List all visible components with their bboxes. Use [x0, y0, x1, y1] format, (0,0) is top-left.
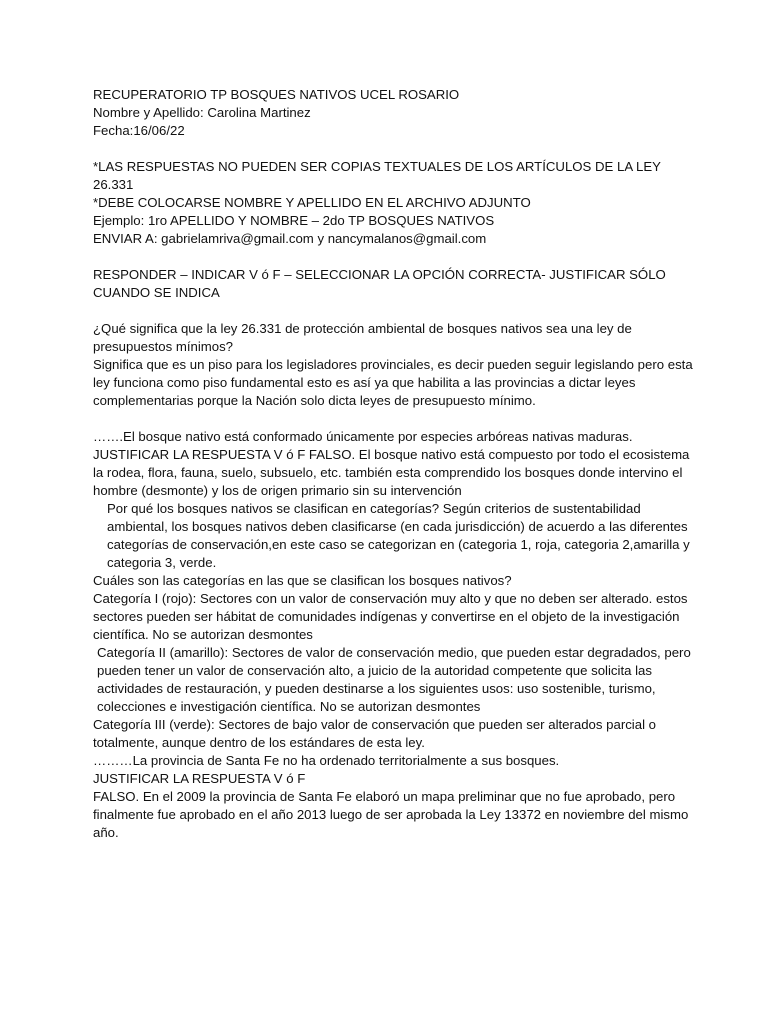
document-title: RECUPERATORIO TP BOSQUES NATIVOS UCEL ROSARIO	[93, 87, 460, 102]
instruction-line-4: ENVIAR A: gabrielamriva@gmail.com y nancymalanos@gmail.com	[93, 231, 487, 246]
category-2-text: Categoría II (amarillo): Sectores de valor de conservación medio, que pueden estar degradados, pero pueden tener un valor de conservación alto, a juicio de la autoridad competente que solicita las actividades de restauración, y pueden destinarse a los siguientes usos: uso sostenible, turismo, colecciones e investigación científica. No se autorizan desmontes	[97, 645, 691, 714]
answer-1: Significa que es un piso para los legisladores provinciales, es decir pueden seguir legislando pero esta ley funciona como piso fundamental esto es así ya que habilita a las provincias a dictar leyes complementarias porque la Nación solo dicta leyes de presupuesto mínimo.	[93, 357, 693, 408]
student-name-line: Nombre y Apellido: Carolina Martinez	[93, 105, 311, 120]
question-4: Cuáles son las categorías en las que se clasifican los bosques nativos?	[93, 573, 512, 588]
question-1: ¿Qué significa que la ley 26.331 de protección ambiental de bosques nativos sea una ley de presupuestos mínimos?	[93, 321, 632, 354]
date-line: Fecha:16/06/22	[93, 123, 185, 138]
question-3-text: Por qué los bosques nativos se clasifican en categorías? Según criterios de sustentabilidad ambiental, los bosques nativos deben clasificarse (en cada jurisdicción) de acuerdo a las diferentes categorías de conservación,en este caso se categorizan en (categoria 1, roja, categoria 2,amarilla y categoria 3, verde.	[107, 501, 690, 570]
directive-text: RESPONDER – INDICAR V ó F – SELECCIONAR LA OPCIÓN CORRECTA- JUSTIFICAR SÓLO CUANDO SE INDICA	[93, 267, 666, 300]
answer-5: FALSO. En el 2009 la provincia de Santa Fe elaboró un mapa preliminar que no fue aprobado, pero finalmente fue aprobado en el año 2013 luego de ser aprobada la Ley 13372 en noviembre del mismo año.	[93, 789, 689, 840]
statement-2: …….El bosque nativo está conformado únicamente por especies arbóreas nativas maduras.	[93, 429, 633, 444]
answer-2: JUSTIFICAR LA RESPUESTA V ó F FALSO. El bosque nativo está compuesto por todo el ecosistema la rodea, flora, fauna, suelo, subsuelo, etc. también esta comprendido los bosques donde intervino el hombre (desmonte) y los de origen primario sin su intervención	[93, 447, 690, 498]
instruction-line-2: *DEBE COLOCARSE NOMBRE Y APELLIDO EN EL ARCHIVO ADJUNTO	[93, 195, 531, 210]
category-1-text: Categoría I (rojo): Sectores con un valor de conservación muy alto y que no deben ser alterado. estos sectores pueden ser hábitat de comunidades indígenas y convertirse en el objeto de la investigación científica. No se autorizan desmontes	[93, 591, 688, 642]
category-3-text: Categoría III (verde): Sectores de bajo valor de conservación que pueden ser alterados parcial o totalmente, aunque dentro de los estándares de esta ley.	[93, 717, 656, 750]
instruction-line-3: Ejemplo: 1ro APELLIDO Y NOMBRE – 2do TP BOSQUES NATIVOS	[93, 213, 495, 228]
instruction-line-1: *LAS RESPUESTAS NO PUEDEN SER COPIAS TEXTUALES DE LOS ARTÍCULOS DE LA LEY 26.331	[93, 159, 661, 192]
document-body	[93, 86, 693, 842]
justify-prompt-5: JUSTIFICAR LA RESPUESTA V ó F	[93, 771, 306, 786]
statement-5: ………La provincia de Santa Fe no ha ordenado territorialmente a sus bosques.	[93, 753, 560, 768]
